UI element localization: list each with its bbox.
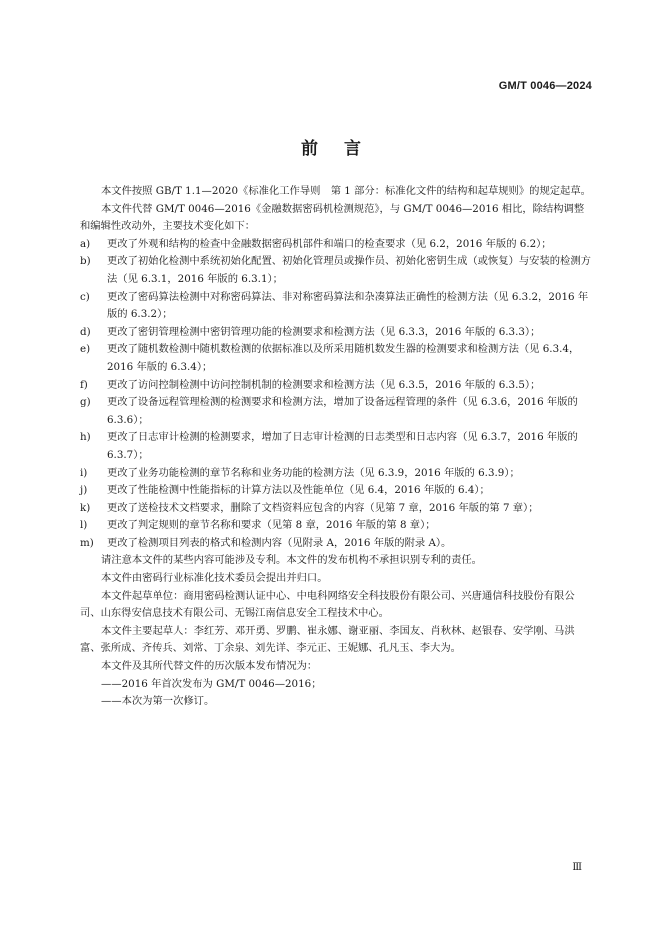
change-item-text: 更改了判定规则的章节名称和要求（见第 8 章，2016 年版的第 8 章）； xyxy=(107,519,436,532)
paragraph-drafters: 本文件主要起草人：李红芳、邓开勇、罗鹏、崔永娜、谢亚丽、李国友、肖秋林、赵银春、安学刚、马洪富、张所成、齐传兵、刘常、丁余泉、刘先详、李元正、王妮娜、孔凡玉、李大为。 xyxy=(80,624,575,655)
change-item-marker: c) xyxy=(80,290,90,303)
change-item-text: 更改了密码算法检测中对称密码算法、非对称密码算法和杂凑算法正确性的检测方法（见 6.3.2，2016 年版的 6.3.2）； xyxy=(107,290,589,321)
change-item-marker: b) xyxy=(80,255,91,268)
change-item-text: 更改了初始化检测中系统初始化配置、初始化管理员或操作员、初始化密钥生成（或恢复）与安装的检测方法（见 6.3.1，2016 年版的 6.3.1）； xyxy=(107,255,591,285)
change-item-text: 更改了随机数检测中随机数检测的依据标准以及所采用随机数发生器的检测要求和检测方法（见 6.3.4，2016 年版的 6.3.4）； xyxy=(107,343,580,373)
paragraph-drafting-rules: 本文件按照 GB/T 1.1—2020《标准化工作导则 第 1 部分：标准化文件的结构和起草规则》的规定起草。 xyxy=(101,185,591,197)
changes-list xyxy=(80,236,592,553)
change-item xyxy=(80,394,592,429)
change-item xyxy=(80,289,592,324)
change-item xyxy=(80,500,592,518)
history-item: ——本次为第一次修订。 xyxy=(101,695,215,708)
change-item-marker: g) xyxy=(80,396,91,409)
change-item-marker: j) xyxy=(80,484,88,497)
paragraph-patent-notice: 请注意本文件的某些内容可能涉及专利。本文件的发布机构不承担识别专利的责任。 xyxy=(101,554,482,567)
change-item-marker: e) xyxy=(80,343,91,356)
change-item xyxy=(80,465,592,483)
change-item xyxy=(80,236,592,254)
paragraph-committee: 本文件由密码行业标准化技术委员会提出并归口。 xyxy=(101,572,328,585)
change-item-text: 更改了日志审计检测的检测要求，增加了日志审计检测的日志类型和日志内容（见 6.3.7，2016 年版的 6.3.7）； xyxy=(107,431,578,461)
change-item-text: 更改了外观和结构的检查中金融数据密码机部件和端口的检查要求（见 6.2，2016 年版的 6.2）； xyxy=(107,237,552,250)
change-item-text: 更改了设备远程管理检测的检测要求和检测方法，增加了设备远程管理的条件（见 6.3.6，2016 年版的 6.3.6）； xyxy=(107,396,578,426)
change-item-marker: i) xyxy=(80,466,88,479)
paragraph-drafting-units: 本文件起草单位：商用密码检测认证中心、中电科网络安全科技股份有限公司、兴唐通信科技股份有限公司、山东得安信息技术有限公司、无锡江南信息安全工程技术中心。 xyxy=(80,589,575,620)
change-item-marker: h) xyxy=(80,431,91,444)
page-number: Ⅲ xyxy=(572,862,582,873)
change-item xyxy=(80,535,592,553)
change-item-marker: k) xyxy=(80,501,91,514)
change-item xyxy=(80,377,592,395)
change-item xyxy=(80,482,592,500)
history-item: ——2016 年首次发布为 GM/T 0046—2016； xyxy=(101,677,322,690)
change-item xyxy=(80,324,592,342)
change-item-text: 更改了业务功能检测的章节名称和业务功能的检测方法（见 6.3.9，2016 年版的 6.3.9）； xyxy=(107,466,520,479)
change-item-marker: d) xyxy=(80,325,91,338)
change-item-text: 更改了检测项目列表的格式和检测内容（见附录 A，2016 年版的附录 A）。 xyxy=(107,536,452,549)
change-item-marker: f) xyxy=(80,378,88,391)
change-item-text: 更改了性能检测中性能指标的计算方法以及性能单位（见 6.4，2016 年版的 6.4）； xyxy=(107,484,490,497)
standard-number: GM/T 0046—2024 xyxy=(498,80,592,92)
change-item xyxy=(80,517,592,535)
change-item xyxy=(80,341,592,376)
change-item-text: 更改了访问控制检测中访问控制机制的检测要求和检测方法（见 6.3.5，2016 年版的 6.3.5）； xyxy=(107,378,541,391)
change-item-marker: l) xyxy=(80,519,88,532)
change-item-text: 更改了送检技术文档要求，删除了文档资料应包含的内容（见第 7 章，2016 年版的第 7 章）； xyxy=(107,501,539,514)
change-item-marker: m) xyxy=(80,536,94,549)
paragraph-replacement: 本文件代替 GM/T 0046—2016《金融数据密码机检测规范》，与 GM/T 0046—2016 相比，除结构调整和编辑性改动外，主要技术变化如下： xyxy=(80,202,585,233)
foreword-body xyxy=(80,183,592,711)
change-item xyxy=(80,253,592,288)
paragraph-history-intro: 本文件及其所代替文件的历次版本发布情况为： xyxy=(101,660,318,673)
page-title: 前言 xyxy=(301,139,387,159)
change-item-text: 更改了密钥管理检测中密钥管理功能的检测要求和检测方法（见 6.3.3，2016 年版的 6.3.3）； xyxy=(107,325,541,338)
change-item-marker: a) xyxy=(80,237,91,250)
change-item xyxy=(80,429,592,464)
